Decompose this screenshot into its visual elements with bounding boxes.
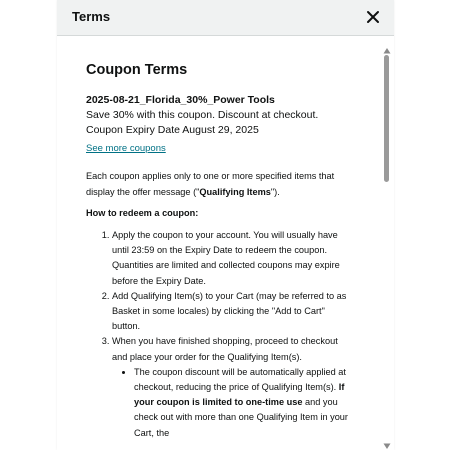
coupon-name: 2025-08-21_Florida_30%_Power Tools <box>86 94 275 106</box>
coupon-expiry: Coupon Expiry Date August 29, 2025 <box>86 124 259 136</box>
close-button[interactable] <box>364 8 382 26</box>
step-item <box>112 289 350 335</box>
bullet-text-1: The coupon discount will be automatically applied at checkout, reducing the price of Qualifying Item(s). <box>134 366 346 393</box>
step-text: Add Qualifying Item(s) to your Cart (may be referred to as Basket in some locales) by clicking the "Add to Cart" button. <box>112 290 347 332</box>
step-text: Apply the coupon to your account. You will usually have until 23:59 on the Expiry Date to redeem the coupon. Quantities are limited and collected coupons may expire before the Expiry Date. <box>112 230 340 286</box>
step-bullets <box>112 365 350 441</box>
intro-text-2: "). <box>270 186 280 197</box>
intro-paragraph <box>86 169 350 200</box>
header-title: Terms <box>72 9 111 24</box>
scroll-down-button[interactable] <box>383 437 391 445</box>
triangle-up-icon <box>383 47 391 55</box>
bullet-item <box>134 365 350 441</box>
intro-bold: Qualifying Items <box>199 186 271 197</box>
coupon-terms-title: Coupon Terms <box>86 62 188 78</box>
scrollbar[interactable] <box>383 40 391 450</box>
how-to-heading: How to redeem a coupon: <box>86 208 199 218</box>
close-icon <box>364 8 382 26</box>
coupon-description: Save 30% with this coupon. Discount at checkout. <box>86 109 319 121</box>
scroll-up-button[interactable] <box>383 42 391 50</box>
triangle-down-icon <box>383 442 391 450</box>
scroll-thumb[interactable] <box>384 55 389 182</box>
steps-list <box>86 228 350 441</box>
step-item <box>112 228 350 289</box>
terms-content <box>86 62 350 441</box>
panel-header <box>57 0 394 36</box>
step-text: When you have finished shopping, proceed to checkout and place your order for the Qualifying Item(s). <box>112 336 338 362</box>
bullet-text-2: and you check out with more than one Qualifying Item in your Cart, the <box>134 397 348 438</box>
intro-text-1: Each coupon applies only to one or more specified items that display the offer message (" <box>86 171 335 197</box>
bullet-bold: If your coupon is limited to one-time use <box>134 382 345 408</box>
terms-panel <box>57 0 394 450</box>
see-more-coupons-link[interactable]: See more coupons <box>86 143 166 154</box>
step-item <box>112 334 350 440</box>
